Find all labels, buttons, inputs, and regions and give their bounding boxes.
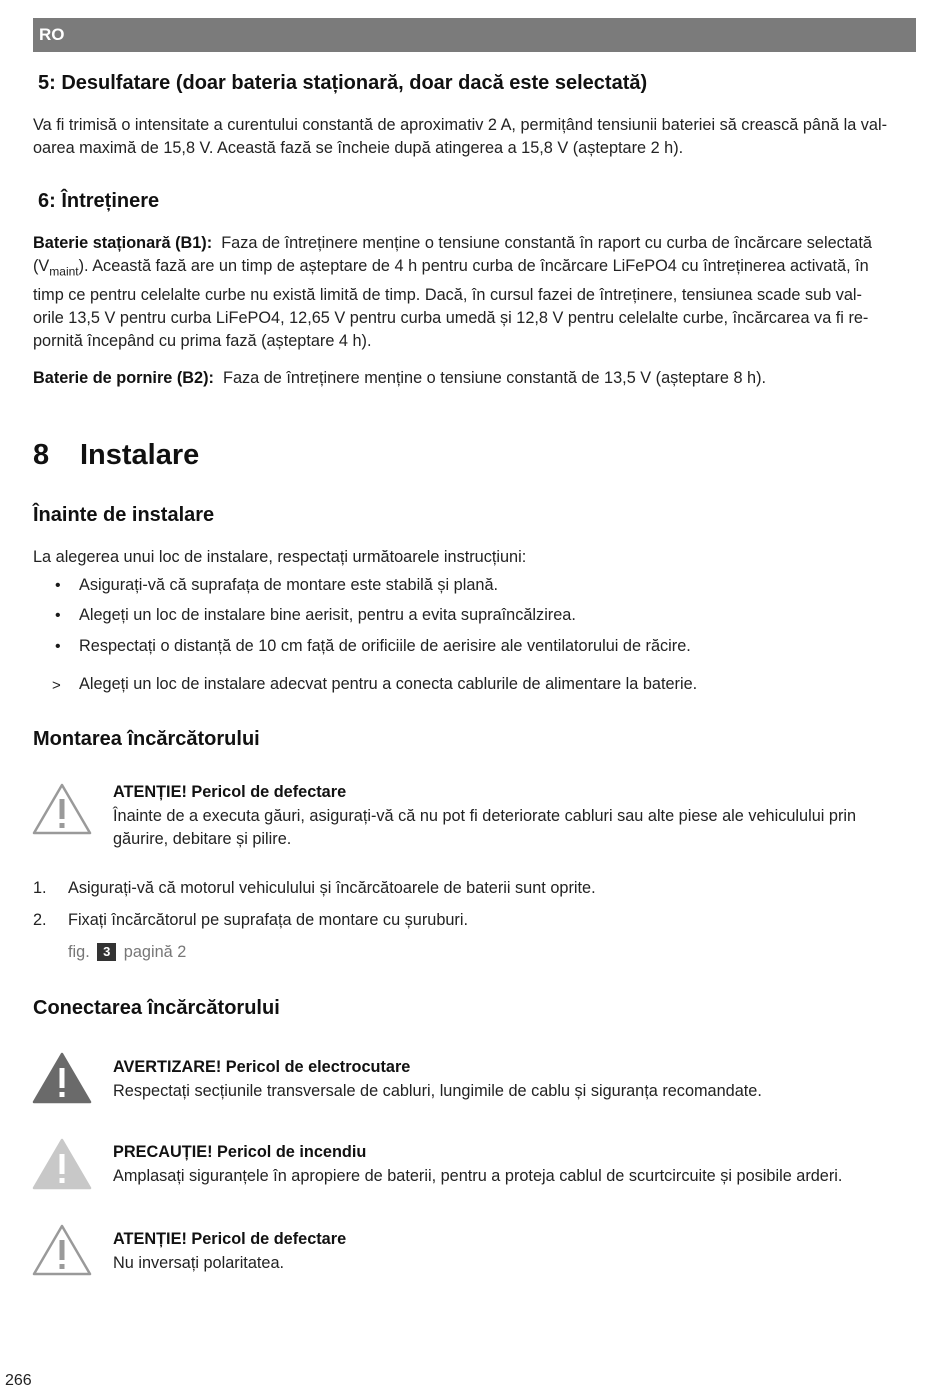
b1-line3: timp ce pentru celelalte curbe nu există limită de timp. Dacă, în cursul fazei de întreținere, tensiunea scade sub val- bbox=[33, 286, 862, 304]
fig-suffix: pagină 2 bbox=[123, 943, 187, 961]
figure-reference[interactable] bbox=[68, 943, 186, 962]
b2-paragraph bbox=[33, 367, 766, 390]
fig-prefix: fig. bbox=[68, 943, 90, 961]
bullet-item: Alegeți un loc de instalare bine aerisit, pentru a evita supraîncălzirea. bbox=[79, 606, 576, 624]
b1-text1: Faza de întreținere menține o tensiune constantă în raport cu curba de încărcare selectată bbox=[221, 234, 872, 252]
phase5-title: 5: Desulfatare (doar bateria staționară, doar dacă este selectată) bbox=[38, 72, 648, 94]
b1-line1 bbox=[33, 232, 872, 255]
page-number: 266 bbox=[5, 1372, 32, 1389]
connecting-heading: Conectarea încărcătorului bbox=[33, 997, 280, 1019]
b2-text: Faza de întreținere menține o tensiune constantă de 13,5 V (așteptare 8 h). bbox=[223, 369, 767, 387]
b1-label: Baterie staționară (B1): bbox=[33, 234, 213, 252]
electrocution-warning-title: AVERTIZARE! Pericol de electrocutare bbox=[113, 1058, 411, 1076]
fig-number-badge: 3 bbox=[97, 943, 116, 961]
section8-title: Instalare bbox=[80, 439, 200, 471]
electrocution-warning-text: Respectați secțiunile transversale de cabluri, lungimile de cablu și siguranța recomandate. bbox=[113, 1082, 762, 1100]
vmaint-symbol: (V bbox=[33, 257, 50, 275]
step-text: Fixați încărcătorul pe suprafața de montare cu șuruburi. bbox=[68, 911, 468, 929]
language-code: RO bbox=[39, 25, 65, 44]
section8-number: 8 bbox=[33, 439, 50, 471]
fire-warning-text: Amplasați siguranțele în apropiere de baterii, pentru a proteja cablul de scurtcircuite și posibile arderi. bbox=[113, 1167, 843, 1185]
before-install-heading: Înainte de instalare bbox=[33, 504, 215, 526]
step-number: 2. bbox=[33, 911, 47, 929]
arrow-marker: > bbox=[52, 677, 61, 694]
mounting-warning-title: ATENȚIE! Pericol de defectare bbox=[113, 783, 347, 801]
mounting-warning-line2: găurire, debitare și pilire. bbox=[113, 830, 292, 848]
step-number: 1. bbox=[33, 879, 47, 897]
fire-warning-title: PRECAUȚIE! Pericol de incendiu bbox=[113, 1143, 367, 1161]
bullet-dot: • bbox=[55, 577, 61, 594]
phase5-line2: oarea maximă de 15,8 V. Această fază se încheie după atingerea a 15,8 V (așteptare 2 h). bbox=[33, 139, 684, 157]
polarity-warning-title: ATENȚIE! Pericol de defectare bbox=[113, 1230, 347, 1248]
b2-label: Baterie de pornire (B2): bbox=[33, 369, 214, 387]
b1-line4: orile 13,5 V pentru curba LiFePO4, 12,65 V pentru curba umedă și 12,8 V pentru celelalte curbe, încărcarea va fi re- bbox=[33, 309, 869, 327]
b1-text2: ). Această fază are un timp de așteptare de 4 h pentru curba de încărcare LiFePO4 cu întreținerea activată, în bbox=[78, 257, 869, 275]
bullet-dot: • bbox=[55, 638, 61, 655]
warning-filled-light-icon bbox=[31, 1137, 93, 1191]
phase6-title: 6: Întreținere bbox=[38, 190, 160, 212]
bullet-item: Asigurați-vă că suprafața de montare este stabilă și plană. bbox=[79, 576, 499, 594]
language-header-bar bbox=[33, 18, 916, 52]
b1-line5: pornită începând cu prima fază (așteptare 4 h). bbox=[33, 332, 372, 350]
before-install-intro: La alegerea unui loc de instalare, respectați următoarele instrucțiuni: bbox=[33, 548, 527, 566]
bullet-dot: • bbox=[55, 607, 61, 624]
phase5-line1: Va fi trimisă o intensitate a curentului constantă de aproximativ 2 A, permițând tensiunii bateriei să crească până la val- bbox=[33, 116, 888, 134]
polarity-warning-text: Nu inversați polaritatea. bbox=[113, 1254, 285, 1272]
vmaint-subscript: maint bbox=[49, 264, 79, 279]
step-text: Asigurați-vă că motorul vehiculului și încărcătoarele de baterii sunt oprite. bbox=[68, 879, 596, 897]
arrow-item: Alegeți un loc de instalare adecvat pentru a conecta cablurile de alimentare la baterie. bbox=[79, 675, 698, 693]
warning-filled-dark-icon bbox=[31, 1051, 93, 1105]
warning-outline-icon bbox=[31, 1223, 93, 1277]
mounting-warning-line1: Înainte de a executa găuri, asigurați-vă că nu pot fi deteriorate cabluri sau alte piese ale vehiculului prin bbox=[113, 807, 857, 825]
b1-line2 bbox=[33, 255, 869, 283]
mounting-heading: Montarea încărcătorului bbox=[33, 728, 260, 750]
warning-outline-icon bbox=[31, 782, 93, 836]
bullet-item: Respectați o distanță de 10 cm față de orificiile de aerisire ale ventilatorului de răcire. bbox=[79, 637, 691, 655]
